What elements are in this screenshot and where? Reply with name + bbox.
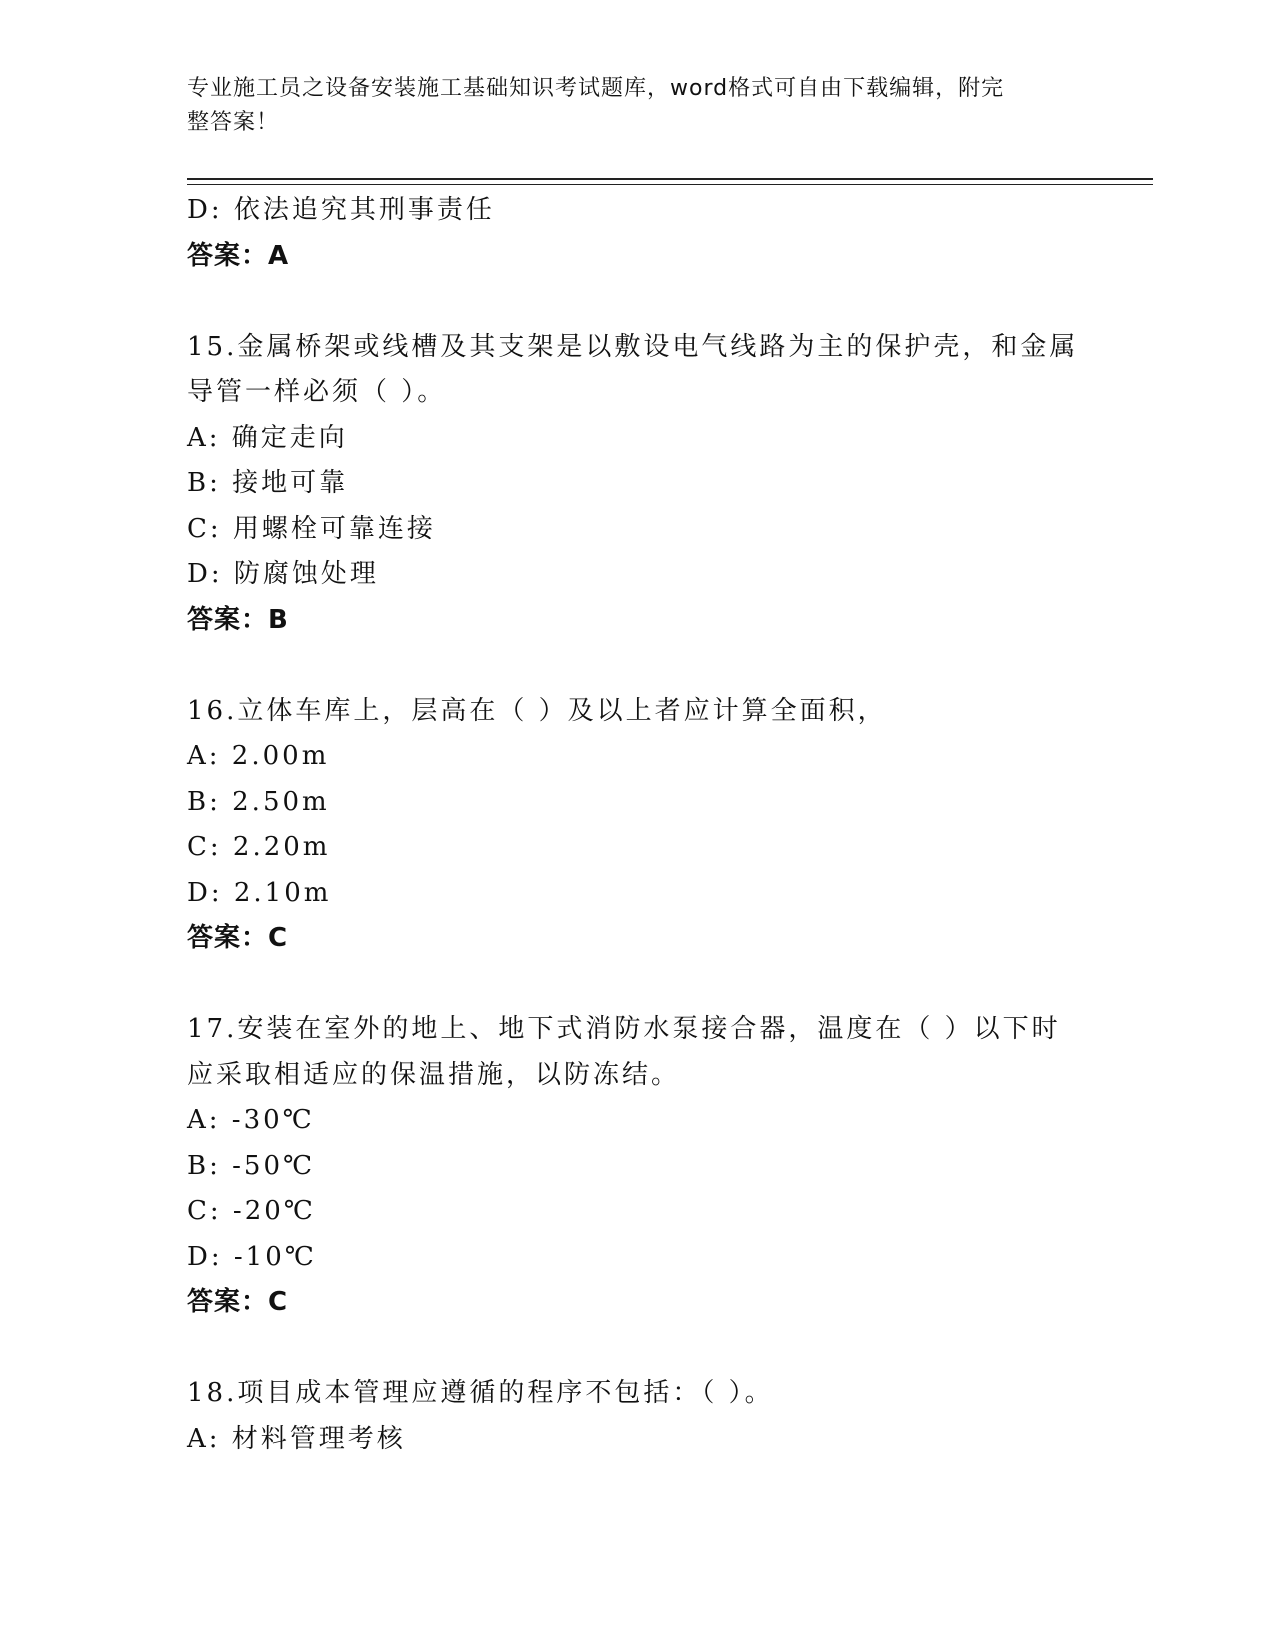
header-divider-thick (187, 178, 1153, 180)
question-list (187, 188, 1087, 1462)
option-c: C: 2.20m (187, 832, 331, 862)
option-c: C: 用螺栓可靠连接 (187, 513, 436, 544)
answer-line: 答案：C (187, 923, 289, 953)
document-header (187, 72, 1067, 140)
option-a: A: -30℃ (187, 1105, 315, 1135)
question-16 (187, 689, 1087, 962)
option-d: D: 防腐蚀处理 (187, 559, 379, 589)
header-line-2: 整答案！ (187, 110, 280, 135)
option-d: D: 2.10m (187, 877, 332, 908)
question-stem: 18.项目成本管理应遵循的程序不包括：（ ）。 (187, 1378, 774, 1408)
answer-line: 答案：A (187, 240, 290, 271)
option-b: B: 2.50m (187, 786, 330, 817)
question-stem: 16.立体车库上，层高在（ ）及以上者应计算全面积， (187, 695, 887, 726)
option-b: B: -50℃ (187, 1150, 316, 1181)
option-a: A: 确定走向 (187, 422, 348, 453)
option-b: B: 接地可靠 (187, 468, 349, 498)
question-17 (187, 1007, 1087, 1326)
question-stem: 应采取相适应的保温措施，以防冻结。 (187, 1059, 681, 1090)
header-divider-thin (187, 184, 1153, 185)
question-stem: 导管一样必须（ ）。 (187, 377, 447, 407)
option-c: C: -20℃ (187, 1196, 316, 1226)
option-d: D: -10℃ (187, 1241, 317, 1272)
question-15 (187, 325, 1087, 644)
question-18 (187, 1371, 1087, 1462)
option-a: A: 2.00m (187, 741, 330, 771)
option-d: D: 依法追究其刑事责任 (187, 195, 495, 225)
answer-line: 答案：B (187, 604, 289, 635)
option-a: A: 材料管理考核 (187, 1423, 406, 1454)
answer-line: 答案：C (187, 1287, 289, 1317)
header-line-1: 专业施工员之设备安装施工基础知识考试题库，word格式可自由下载编辑，附完 (187, 76, 1005, 101)
question-stem: 15.金属桥架或线槽及其支架是以敷设电气线路为主的保护壳，和金属 (187, 331, 1079, 362)
question-stem: 17.安装在室外的地上、地下式消防水泵接合器，温度在（ ）以下时 (187, 1014, 1061, 1044)
